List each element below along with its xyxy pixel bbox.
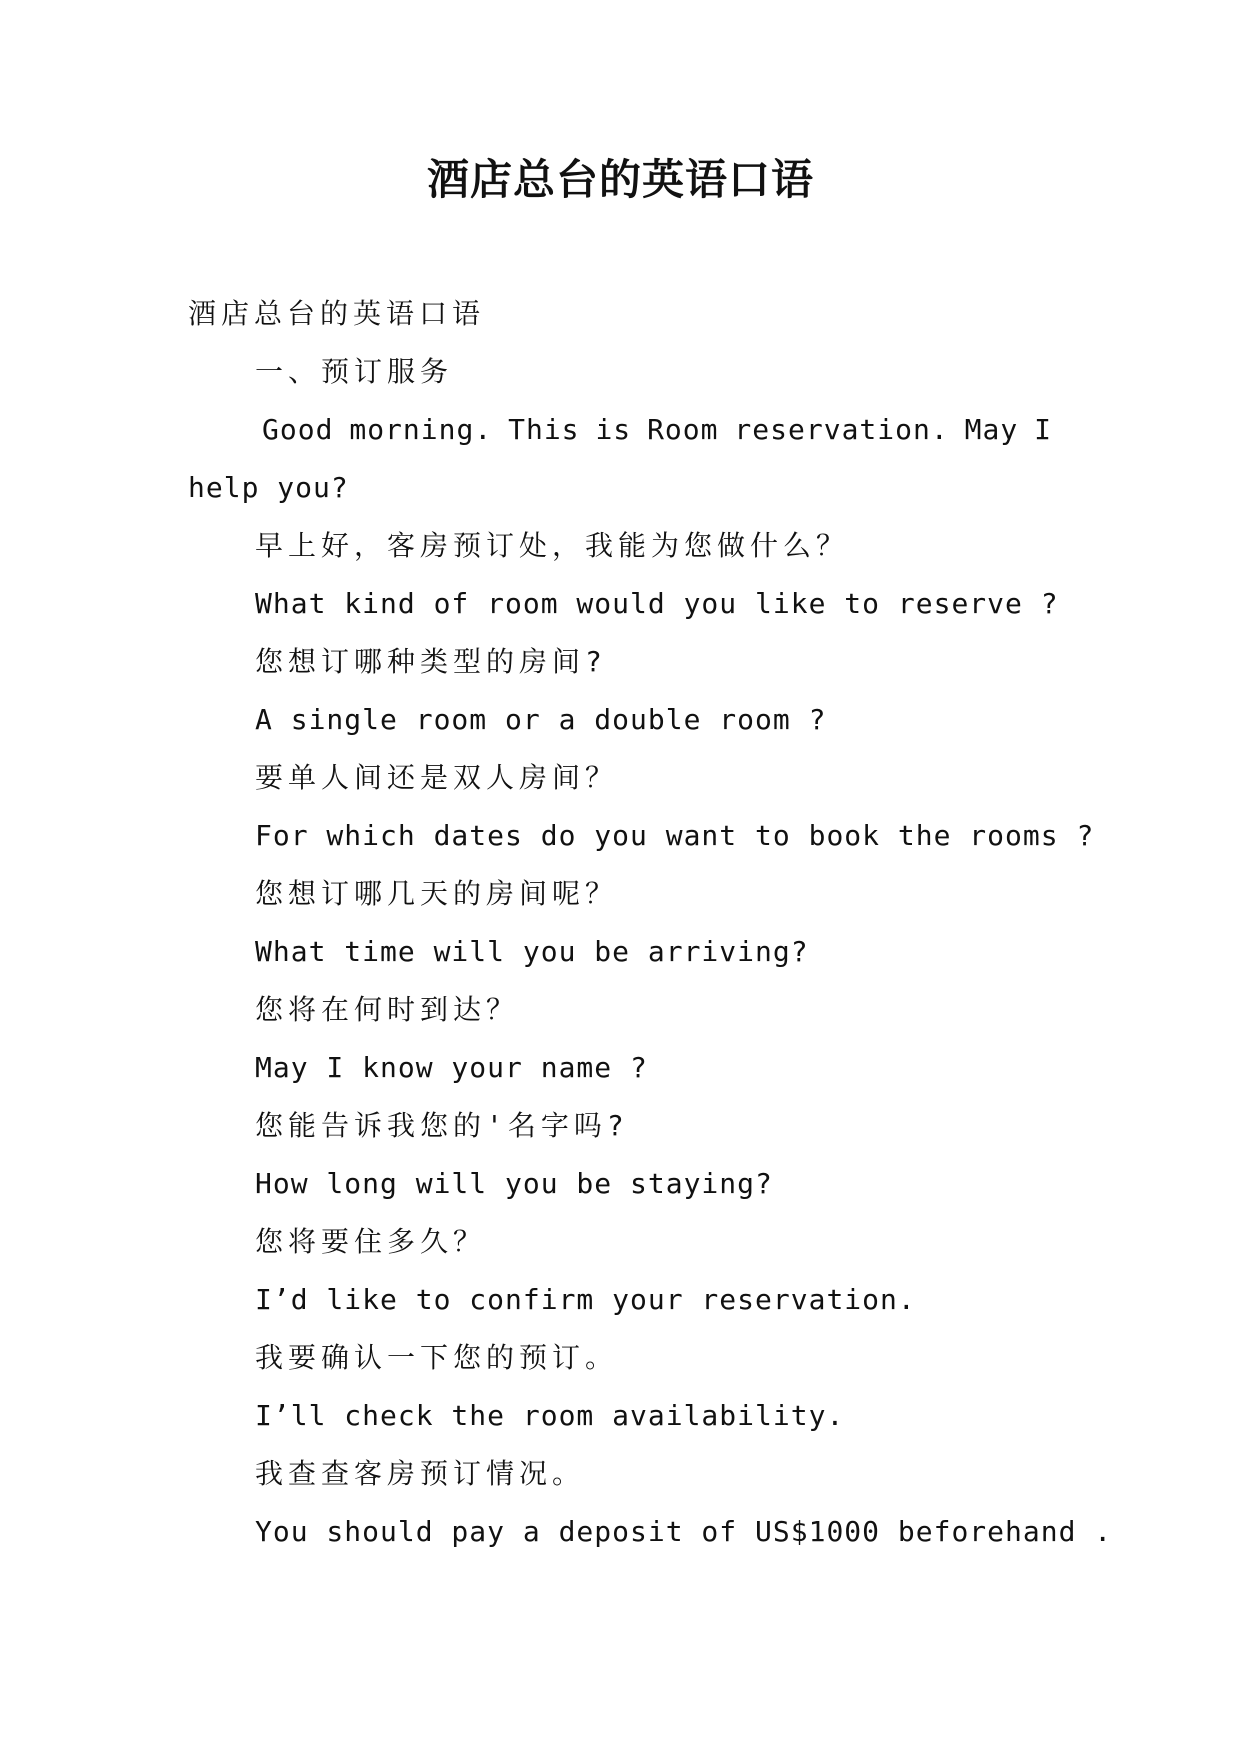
text-line: 我查查客房预订情况。: [255, 1457, 586, 1490]
text-line: I’d like to confirm your reservation.: [255, 1283, 916, 1316]
document-subtitle: 酒店总台的英语口语: [188, 297, 486, 330]
text-line: A single room or a double room ?: [255, 703, 827, 736]
text-line: 您想订哪几天的房间呢？: [255, 877, 619, 910]
word: I: [1034, 413, 1052, 446]
text-line: What time will you be arriving?: [255, 935, 809, 968]
text-line: 您想订哪种类型的房间?: [255, 645, 607, 678]
text-line: 要单人间还是双人房间？: [255, 761, 619, 794]
document-title: 酒店总台的英语口语: [426, 155, 814, 204]
text-line: You should pay a deposit of US$1000 beforehand .: [255, 1515, 1113, 1548]
text-line: For which dates do you want to book the rooms ?: [255, 819, 1095, 852]
word: reservation.: [734, 413, 949, 446]
text-line: 您将在何时到达？: [255, 993, 520, 1026]
text-line: May I know your name ?: [255, 1051, 648, 1084]
first-sentence-continuation: help you?: [188, 471, 349, 504]
text-line: How long will you be staying?: [255, 1167, 773, 1200]
text-line: I’ll check the room availability.: [255, 1399, 845, 1432]
word: This: [508, 413, 580, 446]
word: morning.: [349, 413, 493, 446]
first-sentence-line: [262, 410, 1052, 450]
word: is: [595, 413, 632, 446]
word: May: [964, 413, 1019, 446]
text-line: 您能告诉我您的'名字吗?: [255, 1109, 629, 1142]
text-line: 早上好，客房预订处，我能为您做什么？: [255, 529, 850, 562]
word: Good: [262, 413, 334, 446]
text-line: What kind of room would you like to reserve ?: [255, 587, 1059, 620]
text-line: 您将要住多久？: [255, 1225, 487, 1258]
text-line: 我要确认一下您的预订。: [255, 1341, 619, 1374]
section-heading: 一、预订服务: [255, 355, 454, 388]
word: Room: [647, 413, 719, 446]
